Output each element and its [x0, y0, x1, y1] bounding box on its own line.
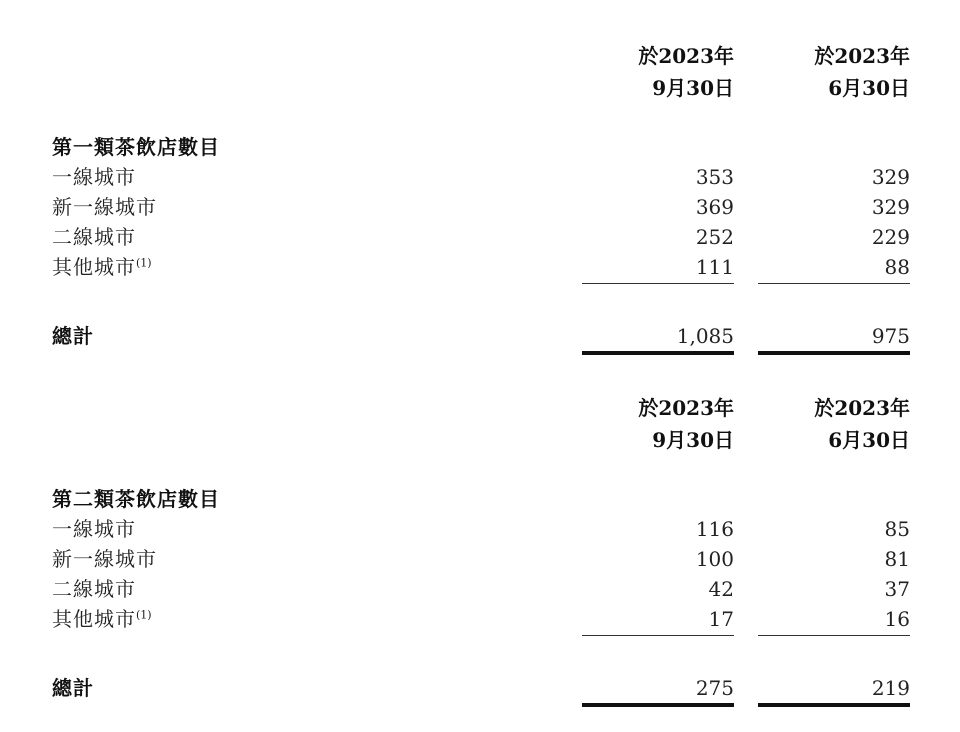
value-sep-30: 353: [695, 165, 734, 189]
table-row: [52, 544, 912, 574]
column-header-date: 6月30日: [828, 428, 910, 452]
total-sep-30: 1,085: [676, 324, 734, 348]
row-label: 新一線城市: [52, 547, 157, 571]
total-double-rule: [758, 351, 910, 355]
section-title-row: [52, 484, 912, 514]
value-jun-30: 88: [884, 255, 910, 279]
total-double-rule: [582, 703, 734, 707]
value-jun-30: 329: [871, 195, 910, 219]
column-header-date: 9月30日: [652, 76, 734, 100]
total-row: [52, 321, 912, 351]
value-sep-30: 369: [695, 195, 734, 219]
subtotal-rule: [758, 635, 910, 636]
total-jun-30: 219: [871, 676, 910, 700]
table-row: [52, 574, 912, 604]
column-header-sep-30: [574, 40, 734, 104]
subtotal-rule: [582, 283, 734, 284]
row-label: [52, 252, 152, 282]
total-jun-30: 975: [871, 324, 910, 348]
value-sep-30: 252: [695, 225, 734, 249]
value-sep-30: 100: [695, 547, 734, 571]
value-jun-30: 329: [871, 165, 910, 189]
row-label-text: 其他城市: [52, 607, 136, 631]
table-row: [52, 222, 912, 252]
total-row: [52, 673, 912, 703]
value-jun-30: 81: [884, 547, 910, 571]
column-header-date: 6月30日: [828, 76, 910, 100]
section-title: 第二類茶飲店數目: [52, 487, 220, 511]
table-row: [52, 162, 912, 192]
table-row: [52, 604, 912, 634]
total-double-rule: [582, 351, 734, 355]
row-label-text: 其他城市: [52, 255, 136, 279]
row-label: 一線城市: [52, 517, 136, 541]
total-label: 總計: [52, 676, 94, 700]
column-header-date: 9月30日: [652, 428, 734, 452]
table-row: [52, 192, 912, 222]
column-header-year: 於2023年: [814, 396, 910, 420]
row-label: 二線城市: [52, 577, 136, 601]
value-jun-30: 16: [884, 607, 910, 631]
value-sep-30: 17: [708, 607, 734, 631]
footnote-marker: (1): [136, 256, 152, 270]
total-sep-30: 275: [695, 676, 734, 700]
total-label: 總計: [52, 324, 94, 348]
section-title-row: [52, 132, 912, 162]
value-sep-30: 42: [708, 577, 734, 601]
table-row: [52, 252, 912, 282]
total-double-rule: [758, 703, 910, 707]
value-jun-30: 85: [884, 517, 910, 541]
column-header-year: 於2023年: [814, 44, 910, 68]
table-row: [52, 514, 912, 544]
subtotal-rule: [582, 635, 734, 636]
footnote-marker: (1): [136, 608, 152, 622]
column-header-jun-30: [750, 40, 910, 104]
row-label: 一線城市: [52, 165, 136, 189]
value-sep-30: 116: [695, 517, 734, 541]
column-header-sep-30: [574, 392, 734, 456]
value-sep-30: 111: [695, 255, 734, 279]
column-header-year: 於2023年: [638, 396, 734, 420]
column-header-year: 於2023年: [638, 44, 734, 68]
row-label: 新一線城市: [52, 195, 157, 219]
value-jun-30: 37: [884, 577, 910, 601]
value-jun-30: 229: [871, 225, 910, 249]
subtotal-rule: [758, 283, 910, 284]
row-label: [52, 604, 152, 634]
section-title: 第一類茶飲店數目: [52, 135, 220, 159]
row-label: 二線城市: [52, 225, 136, 249]
column-header-jun-30: [750, 392, 910, 456]
